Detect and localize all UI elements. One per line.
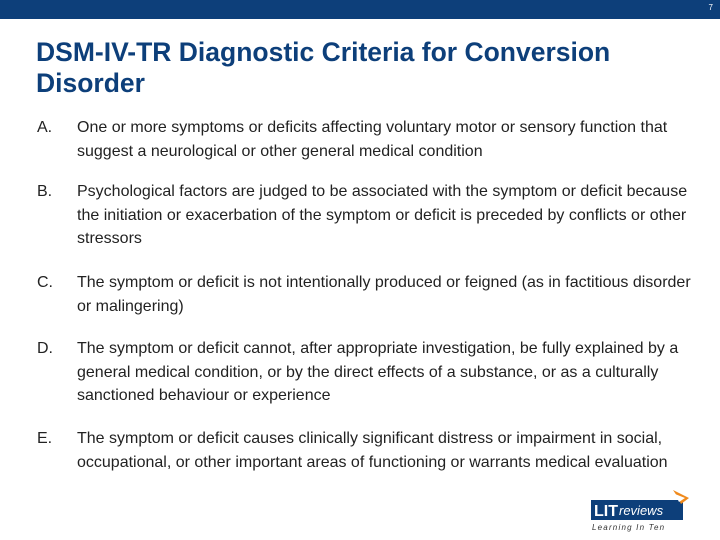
- criterion-text: The symptom or deficit causes clinically significant distress or impairment in social, occupational, or other important areas of functioning or warrants medical evaluation: [77, 430, 668, 471]
- logo-lit-text: LIT: [594, 503, 618, 520]
- logo-tagline: Learning In Ten: [592, 523, 666, 532]
- criterion-text: One or more symptoms or deficits affecting voluntary motor or sensory function that suggest a neurological or other general medical condition: [77, 119, 668, 160]
- criterion-letter: E.: [37, 430, 53, 447]
- header-bar: [0, 0, 720, 19]
- logo-mark: [589, 488, 689, 524]
- criterion-letter: D.: [37, 340, 53, 357]
- criterion-letter: C.: [37, 274, 53, 291]
- slide-title: DSM-IV-TR Diagnostic Criteria for Conversion Disorder: [36, 37, 611, 98]
- logo-reviews-text: reviews: [619, 503, 664, 518]
- criterion-letter: B.: [37, 183, 53, 200]
- criterion-text: The symptom or deficit cannot, after appropriate investigation, be fully explained by a general medical condition, or by the direct effects of a substance, or as a culturally sanctioned behaviour or experience: [77, 340, 679, 404]
- criterion-letter: A.: [37, 119, 53, 136]
- page-number: 7: [708, 3, 713, 12]
- litreviews-logo: [589, 488, 689, 534]
- criterion-text: Psychological factors are judged to be associated with the symptom or deficit because the initiation or exacerbation of the symptom or deficit is preceded by conflicts or other stressors: [77, 183, 688, 247]
- criterion-text: The symptom or deficit is not intentionally produced or feigned (as in factitious disorder or malingering): [77, 274, 691, 315]
